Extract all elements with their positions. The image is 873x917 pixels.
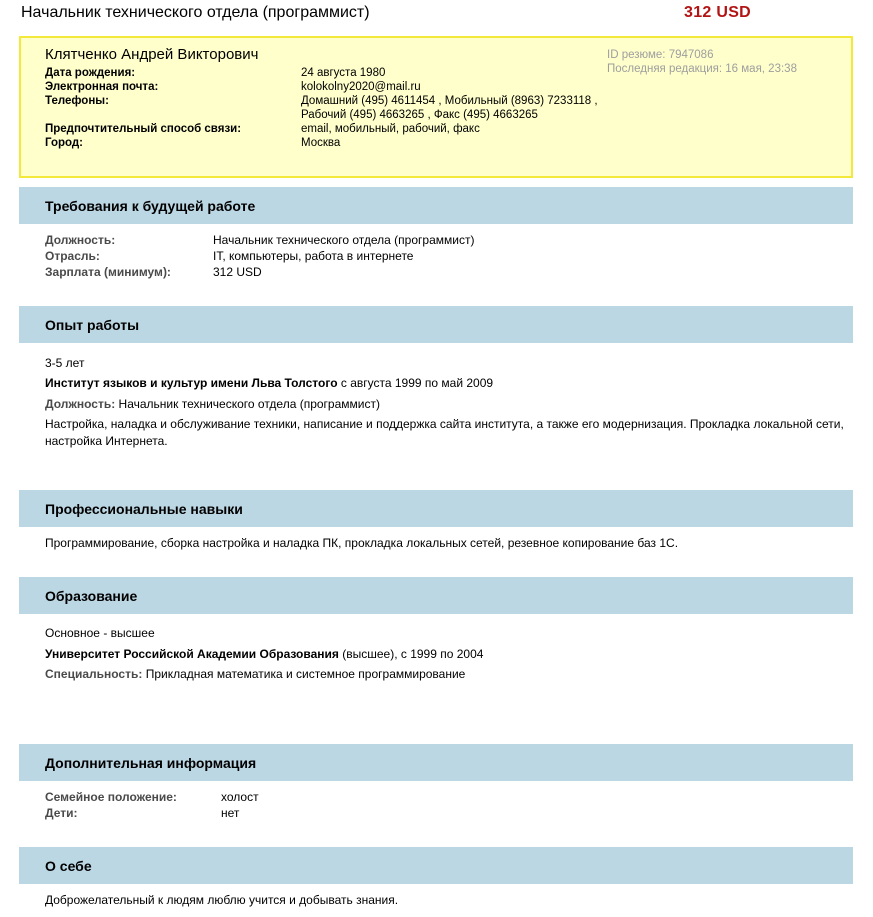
- section-header-education: [19, 577, 853, 614]
- contact-card: [19, 36, 853, 178]
- marital-value: холост: [221, 790, 259, 804]
- section-title: Образование: [45, 588, 138, 604]
- section-title: Дополнительная информация: [45, 755, 257, 771]
- about-text: Доброжелательный к людям люблю учится и добывать знания.: [45, 893, 399, 907]
- resume-id: ID резюме: 7947086: [607, 49, 714, 61]
- section-header-additional: [19, 744, 853, 781]
- experience-description: Настройка, наладка и обслуживание техники, написание и поддержка сайта института, а также его модернизация. Прокладка локальной сети, настройка Интернета.: [45, 417, 844, 448]
- city-label: Город:: [45, 137, 83, 149]
- company-period: с августа 1999 по май 2009: [337, 376, 494, 390]
- birthdate-label: Дата рождения:: [45, 67, 136, 79]
- section-title: Профессиональные навыки: [45, 501, 243, 517]
- req-industry-label: Отрасль:: [45, 249, 100, 263]
- company-name: Институт языков и культур имени Льва Толстого: [45, 376, 338, 390]
- experience-position: [45, 397, 380, 411]
- education-entry: [45, 647, 483, 661]
- section-header-requirements: [19, 187, 853, 224]
- children-value: нет: [221, 806, 240, 820]
- education-level: Основное - высшее: [45, 626, 155, 640]
- marital-label: Семейное положение:: [45, 790, 177, 804]
- page-title: Начальник технического отдела (программист): [21, 4, 370, 21]
- email-label: Электронная почта:: [45, 81, 159, 93]
- req-salary-value: 312 USD: [213, 265, 262, 279]
- contact-pref-value: email, мобильный, рабочий, факс: [301, 123, 480, 135]
- city-value: Москва: [301, 137, 341, 149]
- req-position-value: Начальник технического отдела (программист): [213, 233, 475, 247]
- section-title: О себе: [45, 858, 92, 874]
- salary-headline: 312 USD: [684, 4, 752, 21]
- education-specialty: [45, 667, 465, 681]
- section-header-skills: [19, 490, 853, 527]
- email-value[interactable]: kolokolny2020@mail.ru: [301, 81, 421, 93]
- institution-details: (высшее), с 1999 по 2004: [338, 647, 484, 661]
- contact-pref-label: Предпочтительный способ связи:: [45, 123, 242, 135]
- req-industry-value: IT, компьютеры, работа в интернете: [213, 249, 414, 263]
- specialty-label: Специальность:: [45, 667, 143, 681]
- phones-label: Телефоны:: [45, 95, 109, 107]
- last-edit: Последняя редакция: 16 мая, 23:38: [607, 63, 797, 75]
- section-header-about: [19, 847, 853, 884]
- skills-text: Программирование, сборка настройка и наладка ПК, прокладка локальных сетей, резевное копирование баз 1С.: [45, 536, 679, 550]
- phones-value-line2: Рабочий (495) 4663265 , Факс (495) 4663265: [301, 109, 538, 121]
- section-header-experience: [19, 306, 853, 343]
- phones-value-line1: Домашний (495) 4611454 , Мобильный (8963) 7233118 ,: [301, 95, 598, 107]
- specialty-value: Прикладная математика и системное программирование: [142, 667, 466, 681]
- section-title: Требования к будущей работе: [45, 198, 256, 214]
- experience-entry: [45, 376, 493, 390]
- req-position-label: Должность:: [45, 233, 116, 247]
- experience-position-label: Должность:: [45, 397, 116, 411]
- section-title: Опыт работы: [45, 317, 140, 333]
- candidate-name: Клятченко Андрей Викторович: [45, 46, 259, 63]
- experience-position-value: Начальник технического отдела (программист): [115, 397, 380, 411]
- experience-duration: 3-5 лет: [45, 356, 85, 370]
- birthdate-value: 24 августа 1980: [301, 67, 386, 79]
- children-label: Дети:: [45, 806, 78, 820]
- req-salary-label: Зарплата (минимум):: [45, 265, 171, 279]
- institution-name: Университет Российской Академии Образования: [45, 647, 339, 661]
